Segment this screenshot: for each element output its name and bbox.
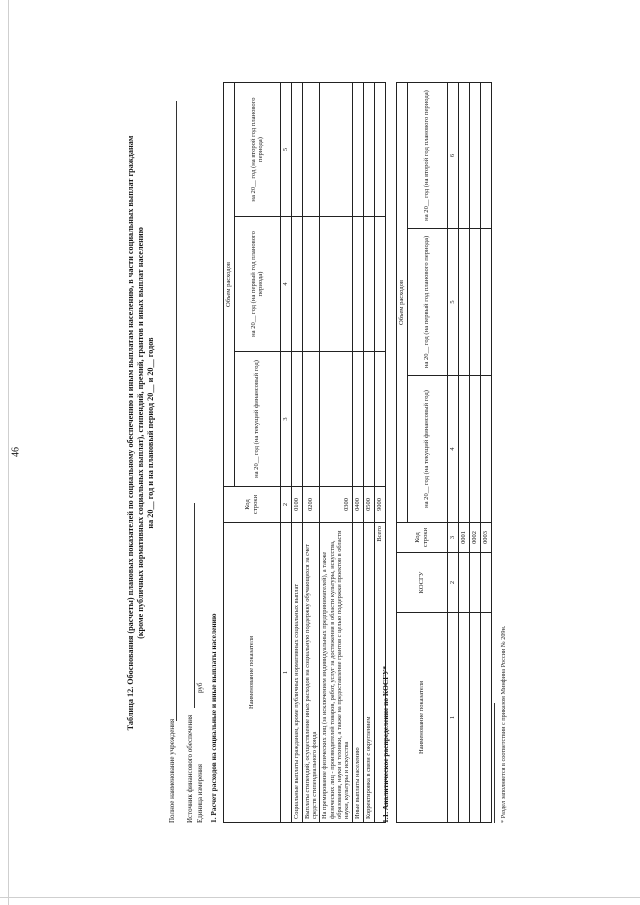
col-header-year-first: на 20__ год (на первый год планового периода) <box>234 216 280 351</box>
table-row <box>320 82 352 822</box>
col-header-indicator: Наименование показателя <box>397 612 448 822</box>
row-code: 0400 <box>352 486 363 522</box>
total-label: Всего <box>374 522 385 822</box>
row-code: 0003 <box>480 522 491 552</box>
value-cell[interactable] <box>352 216 363 351</box>
value-cell[interactable] <box>320 82 352 216</box>
row-code: 0500 <box>363 486 374 522</box>
kosgu-table <box>396 81 492 822</box>
page-number: 46 <box>10 447 22 457</box>
institution-label: Полное наименование учреждения <box>168 718 176 823</box>
col-number: 2 <box>280 486 291 522</box>
value-cell[interactable] <box>302 351 320 486</box>
table-row <box>302 82 320 822</box>
document-title-line-2: (кроме публичных нормативных социальных выплат), стипендий, премий, грантов и иных выплат населению <box>136 226 145 639</box>
section-1-1-heading: 1.1. Аналитическое распределение по КОСГУ* <box>381 665 390 823</box>
row-name: Выплаты стипендий, осуществление иных расходов на социальную поддержку обучающихся за счет средств стипендиального фонда <box>302 522 320 822</box>
value-cell[interactable] <box>302 216 320 351</box>
col-number: 3 <box>447 522 458 552</box>
expenses-table <box>223 81 386 822</box>
rotated-document-page <box>120 73 520 833</box>
value-cell[interactable] <box>374 216 385 351</box>
col-header-year-second: на 20__ год (на второй год планового периода) <box>407 82 447 228</box>
col-number: 3 <box>280 351 291 486</box>
table-row <box>469 82 480 822</box>
col-header-volume: Объем расходов <box>224 82 235 486</box>
value-cell[interactable] <box>320 351 352 486</box>
col-header-kosgu: КОСГУ <box>397 552 448 612</box>
row-name: На премирование физических лиц (за исключением индивидуальных предпринимателей), а также физических лиц - производителей товаров, работ, услуг за достижения в области культуры, искусства, образования, науки и техники, а также на предоставление грантов с целью поддержки проектов в области науки, культуры и искусства <box>320 522 352 822</box>
total-code: 9000 <box>374 486 385 522</box>
col-number: 1 <box>280 522 291 822</box>
value-cell[interactable] <box>480 82 491 228</box>
value-cell[interactable] <box>291 216 302 351</box>
value-cell[interactable] <box>352 351 363 486</box>
table-row <box>480 82 491 822</box>
row-name: Иные выплаты населению <box>352 522 363 822</box>
institution-field-line <box>176 101 177 721</box>
value-cell[interactable] <box>469 82 480 228</box>
unit-label: Единица измерения <box>196 763 204 823</box>
footnote: * Раздел заполняется в соответствии с приказом Минфина России № 209н. <box>500 625 507 823</box>
value-cell[interactable] <box>480 228 491 375</box>
col-header-year-current: на 20__ год (на текущий финансовый год) <box>407 375 447 522</box>
table-row <box>363 82 374 822</box>
value-cell[interactable] <box>374 82 385 216</box>
value-cell[interactable] <box>458 82 469 228</box>
col-number: 2 <box>447 552 458 612</box>
funding-source-label: Источник финансового обеспечения <box>186 714 194 823</box>
value-cell[interactable] <box>352 82 363 216</box>
value-cell[interactable] <box>458 375 469 522</box>
col-number: 6 <box>447 82 458 228</box>
col-number: 5 <box>280 82 291 216</box>
value-cell[interactable] <box>458 228 469 375</box>
value-cell[interactable] <box>291 351 302 486</box>
col-number: 5 <box>447 228 458 375</box>
row-code: 0001 <box>458 522 469 552</box>
value-cell[interactable] <box>480 612 491 822</box>
table-row <box>458 82 469 822</box>
unit-value: руб <box>196 682 204 693</box>
footnote-separator <box>494 703 495 823</box>
value-cell[interactable] <box>363 351 374 486</box>
row-code: 0002 <box>469 522 480 552</box>
col-header-year-second: на 20__ год (на второй год планового периода) <box>234 82 280 216</box>
table-row <box>352 82 363 822</box>
value-cell[interactable] <box>469 228 480 375</box>
value-cell[interactable] <box>469 612 480 822</box>
table-row <box>291 82 302 822</box>
value-cell[interactable] <box>458 612 469 822</box>
row-name: Корректировка в связи с округлением <box>363 522 374 822</box>
value-cell[interactable] <box>291 82 302 216</box>
value-cell[interactable] <box>320 216 352 351</box>
value-cell[interactable] <box>458 552 469 612</box>
value-cell[interactable] <box>363 216 374 351</box>
col-number: 1 <box>447 612 458 822</box>
row-code: 0100 <box>291 486 302 522</box>
section-1-heading: 1. Расчет расходов на социальные и иные выплаты населению <box>209 612 218 823</box>
value-cell[interactable] <box>469 552 480 612</box>
value-cell[interactable] <box>469 375 480 522</box>
col-header-code: Код строки <box>397 522 448 552</box>
col-header-indicator: Наименование показателя <box>224 522 281 822</box>
col-number: 4 <box>280 216 291 351</box>
value-cell[interactable] <box>363 82 374 216</box>
value-cell[interactable] <box>374 351 385 486</box>
value-cell[interactable] <box>480 552 491 612</box>
row-name: Социальные выплаты гражданам, кроме публичных нормативных социальных выплат <box>291 522 302 822</box>
funding-source-field-line <box>194 503 195 708</box>
value-cell[interactable] <box>480 375 491 522</box>
row-code: 0300 <box>320 486 352 522</box>
document-title-line-1: Таблица 12. Обоснования (расчеты) плановых показателей по социальному обеспечению и иным выплатам населению, в части социальных выплат гражданам <box>126 135 135 730</box>
row-code: 0200 <box>302 486 320 522</box>
document-title-line-3: на 20__ год и на плановый период 20__ и 20__ годов <box>146 336 155 529</box>
col-header-year-current: на 20__ год (на текущий финансовый год) <box>234 351 280 486</box>
col-header-code: Код строки <box>224 486 281 522</box>
col-number: 4 <box>447 375 458 522</box>
col-header-volume: Объем расходов <box>397 82 408 522</box>
col-header-year-first: на 20__ год (на первый год планового периода) <box>407 228 447 375</box>
value-cell[interactable] <box>302 82 320 216</box>
